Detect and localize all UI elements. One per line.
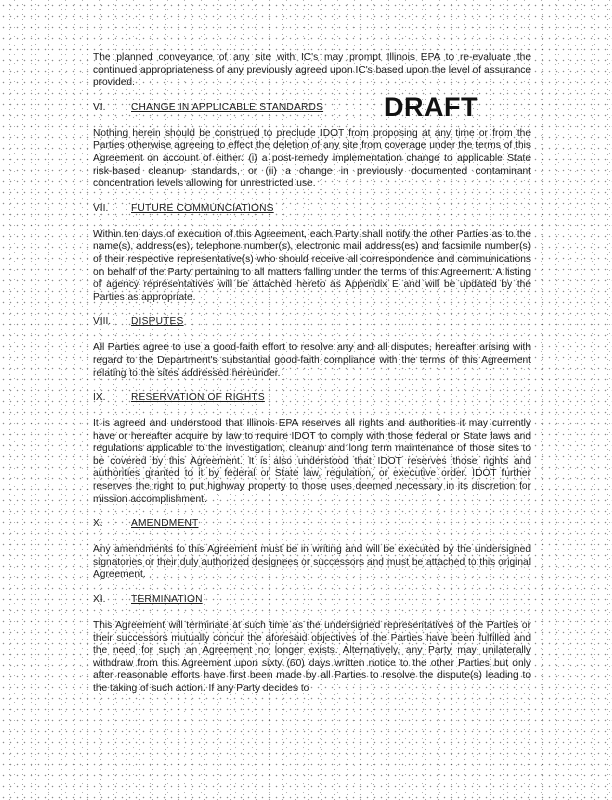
section-text-x: Any amendments to this Agreement must be in writing and will be executed by the undersigned signatories or their duly authorized designees or successors and must be attached to this original Agreement. xyxy=(93,544,531,581)
section-text-vi: Nothing herein should be construed to preclude IDOT from proposing at any time or from the Parties otherwise agreeing to effect the deletion of any site from coverage under the terms of this Agreement on account of either: (i) a post-remedy implementation change to applicable State risk-based cleanup standards, or (ii) a change in previously documented contaminant concentration levels allowing for unrestricted use. xyxy=(93,127,531,190)
section-number: VII. xyxy=(93,202,109,214)
document-body xyxy=(93,52,531,708)
section-heading-vii xyxy=(93,203,531,216)
section-heading-x xyxy=(93,518,531,531)
section-text-ix: It is agreed and understood that Illinois EPA reserves all rights and authorities it may currently have or hereafter acquire by law to require IDOT to comply with those federal or State laws and regulations applicable to the investigation, cleanup and long term maintenance of those sites to be covered by this Agreement. It is also understood that IDOT reserves those rights and authorities granted to it by federal or State law, regulation, or executive order. IDOT further reserves the right to put highway property to those uses deemed necessary in its discretion for mission accomplishment. xyxy=(93,418,531,505)
section-heading-vi xyxy=(93,102,531,115)
section-title: AMENDMENT xyxy=(131,518,199,530)
section-title: RESERVATION OF RIGHTS xyxy=(131,392,265,404)
draft-watermark: DRAFT xyxy=(384,92,478,122)
section-heading-viii xyxy=(93,316,531,329)
section-number: XI. xyxy=(93,594,106,606)
intro-paragraph: The planned conveyance of any site with IC's may prompt Illinois EPA to re-evaluate the continued appropriateness of any previously agreed upon IC's based upon the level of assurance provided. xyxy=(93,52,531,89)
section-number: IX. xyxy=(93,392,106,404)
section-number: X. xyxy=(93,518,103,530)
section-text-xi: This Agreement will terminate at such time as the undersigned representatives of the Parties or their successors mutually concur the aforesaid objectives of the Parties have been fulfilled and the need for such an Agreement no longer exists. Alternatively, any Party may unilaterally withdraw from this Agreement upon sixty (60) days written notice to the other Parties but only after reasonable efforts have first been made by all Parties to resolve the dispute(s) leading to the taking of such action. If any Party decides to xyxy=(93,620,531,694)
section-text-viii: All Parties agree to use a good-faith effort to resolve any and all disputes, hereafter arising with regard to the Department's substantial good-faith compliance with the terms of this Agreement relating to the sites addressed hereunder. xyxy=(93,342,531,379)
section-number: VIII. xyxy=(93,316,112,328)
section-text-vii: Within ten days of execution of this Agreement, each Party shall notify the other Parties as to the name(s), address(es), telephone number(s), electronic mail address(es) and facsimile number(s) of their respective representative(s) who should receive all correspondence and communications on behalf of the Party pertaining to all matters falling under the terms of this Agreement. A listing of agency representatives will be attached hereto as Appendix E and will be updated by the Parties as appropriate. xyxy=(93,228,531,303)
section-heading-ix xyxy=(93,392,531,405)
section-number: VI. xyxy=(93,101,106,113)
section-title: CHANGE IN APPLICABLE STANDARDS xyxy=(131,101,324,113)
section-heading-xi xyxy=(93,594,531,607)
section-title: DISPUTES xyxy=(131,316,184,328)
section-title: FUTURE COMMUNCIATIONS xyxy=(131,202,274,214)
section-title: TERMINATION xyxy=(131,594,203,606)
